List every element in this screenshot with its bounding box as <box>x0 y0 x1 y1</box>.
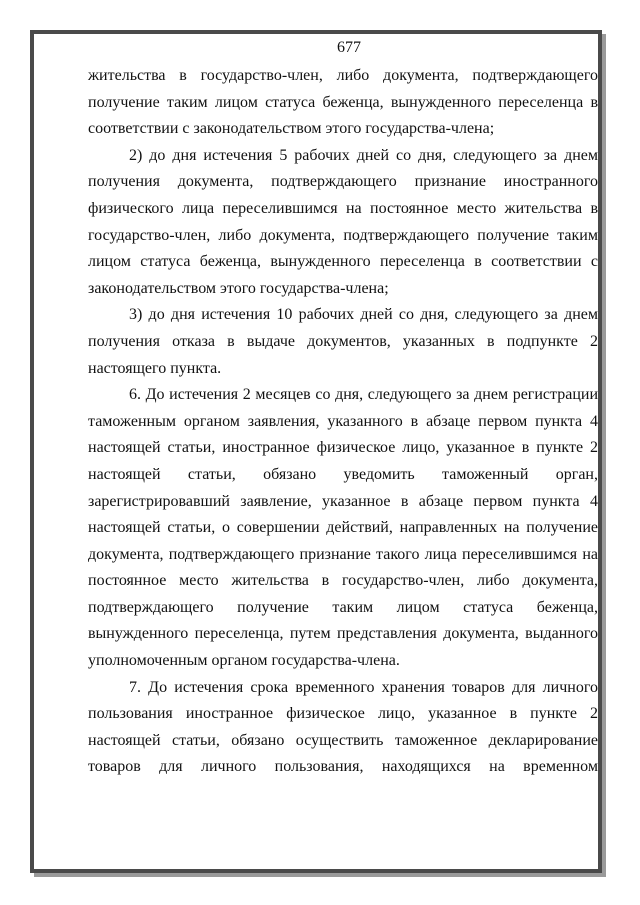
page-number: 677 <box>337 39 361 56</box>
paragraph-continuation: жительства в государство-член, либо документа, подтверждающего получение таким лицом статуса беженца, вынужденного переселенца в соответствии с законодательством этого государства-члена; <box>88 67 598 138</box>
paragraph-item-3: 3) до дня истечения 10 рабочих дней со дня, следующего за днем получения отказа в выдаче документов, указанных в подпункте 2 настоящего пункта. <box>88 306 598 377</box>
paragraph-item-2: 2) до дня истечения 5 рабочих дней со дня, следующего за днем получения документа, подтверждающего признание иностранного физического лица переселившимся на постоянное место жительства в государство-член, либо документа, подтверждающего получение таким лицом статуса беженца, вынужденного переселенца в соответствии с законодательством этого государства-члена; <box>88 146 598 297</box>
paragraph-clause-6: 6. До истечения 2 месяцев со дня, следующего за днем регистрации таможенным органом заявления, указанного в абзаце первом пункта 4 настоящей статьи, иностранное физическое лицо, указанное в пункте 2 настоящей статьи, обязано уведомить таможенный орган, зарегистрировавший заявление, указанное в абзаце первом пункта 4 настоящей статьи, о совершении действий, направленных на получение документа, подтверждающего признание такого лица переселившимся на постоянное место жительства в государство-член, либо документа, подтверждающего получение таким лицом статуса беженца, вынужденного переселенца, путем представления документа, выданного уполномоченным органом государства-члена. <box>88 386 598 670</box>
page-content <box>88 36 598 781</box>
paragraph-clause-7: 7. До истечения срока временного хранения товаров для личного пользования иностранное физическое лицо, указанное в пункте 2 настоящей статьи, обязано осуществить таможенное декларирование товаров для личного пользования, находящихся на временном <box>88 678 598 776</box>
